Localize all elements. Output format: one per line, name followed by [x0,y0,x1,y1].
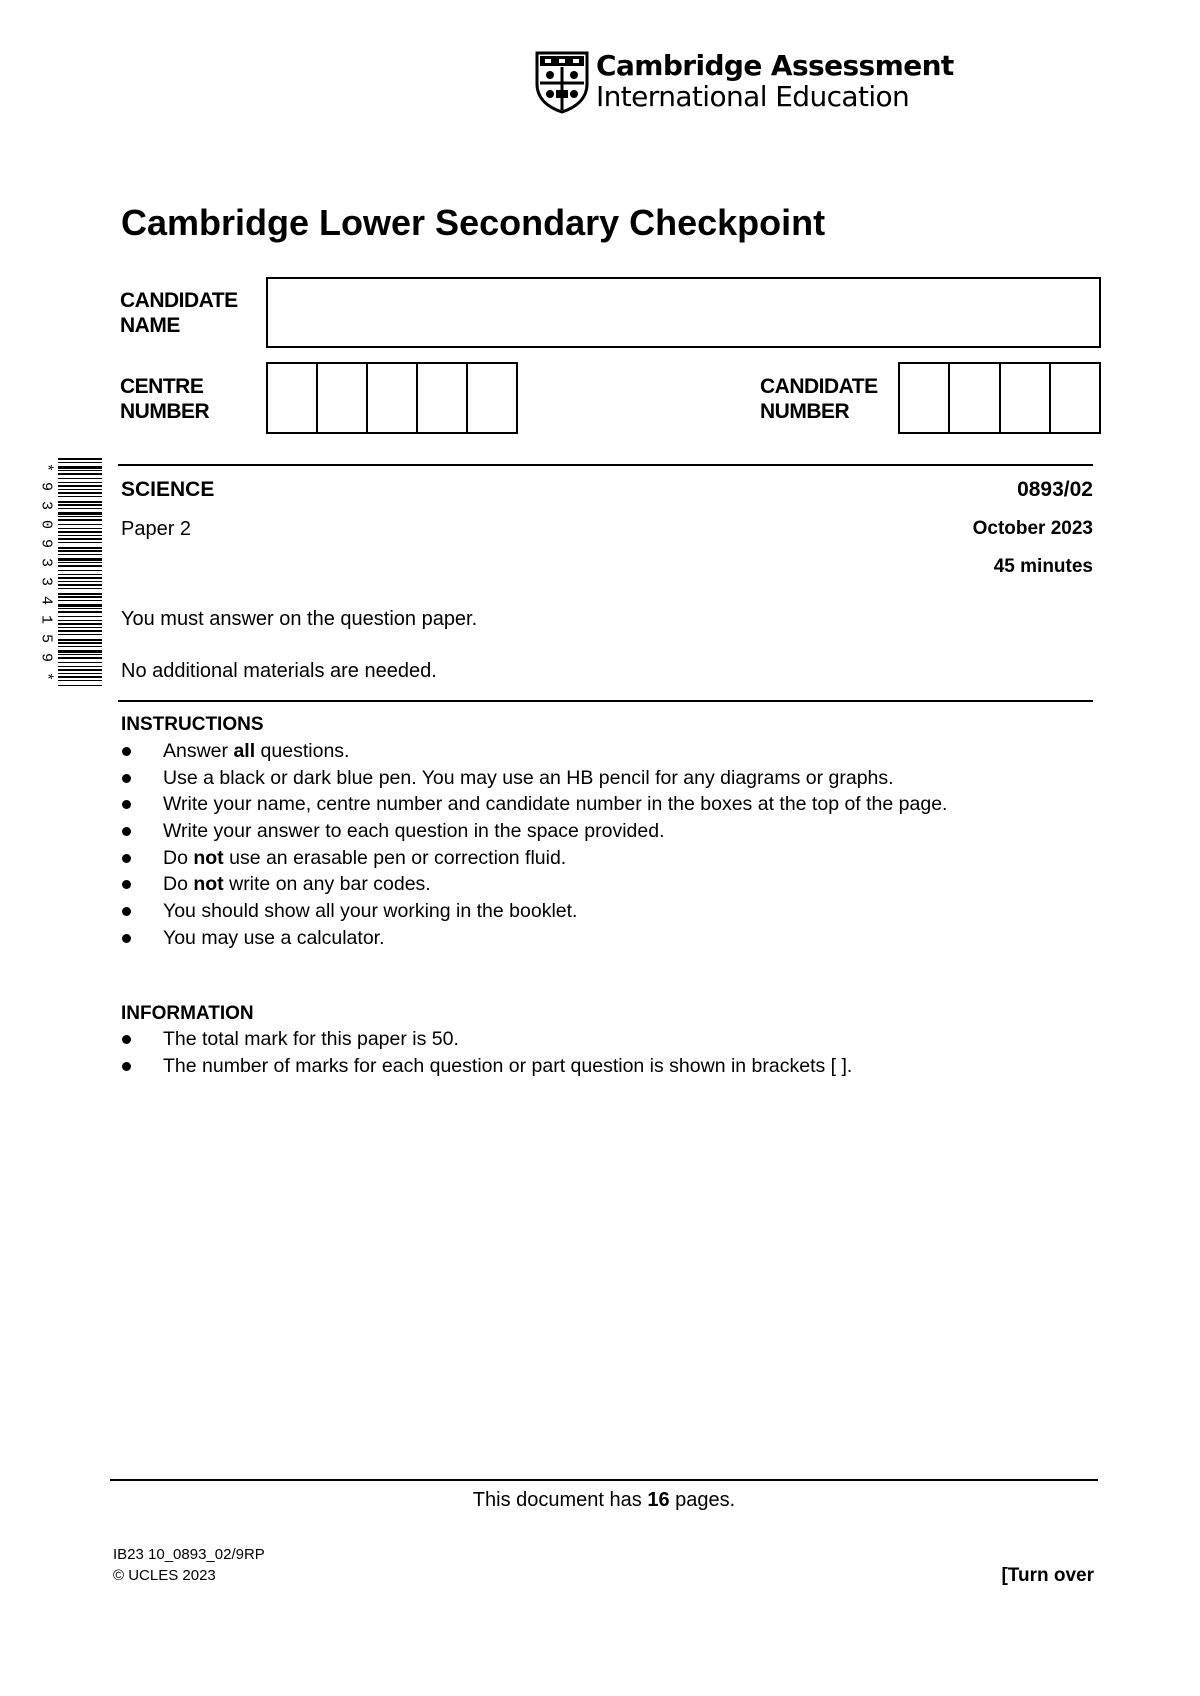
bullet-icon [122,774,131,783]
barcode-digit: 9 [37,652,55,662]
instructions-item: Write your name, centre number and candidate number in the boxes at the top of the page. [121,791,947,818]
materials-note: No additional materials are needed. [121,660,437,682]
cambridge-logo [534,49,954,114]
subject: SCIENCE [121,478,215,501]
instructions-item: Do not use an erasable pen or correction fluid. [121,845,947,872]
barcode-digit: 3 [37,500,55,510]
turn-over: [Turn over [1001,1565,1094,1586]
bullet-icon [122,800,131,809]
information-item: The total mark for this paper is 50. [121,1026,852,1053]
information-list [121,1026,852,1079]
page-count: This document has 16 pages. [472,1489,736,1511]
centre-number-cell-4[interactable] [418,364,468,432]
centre-number-cell-3[interactable] [368,364,418,432]
candidate-number-field[interactable] [898,362,1101,434]
barcode-digit: 3 [37,557,55,567]
barcode-digit: 1 [37,614,55,624]
paper-code: 0893/02 [1017,478,1093,501]
divider-top [118,464,1093,466]
crest-icon [534,50,590,114]
barcode-digit: 3 [37,576,55,586]
candidate-number-cell-3[interactable] [1001,364,1051,432]
candidate-name-label: CANDIDATE NAME [120,289,238,337]
candidate-number-label: CANDIDATE NUMBER [760,375,878,423]
copyright: © UCLES 2023 [113,1567,216,1584]
candidate-number-cell-2[interactable] [950,364,1000,432]
instructions-item: Do not write on any bar codes. [121,871,947,898]
barcode-digits [38,458,54,686]
page-title: Cambridge Lower Secondary Checkpoint [121,202,826,243]
candidate-number-cell-4[interactable] [1051,364,1099,432]
bullet-icon [122,907,131,916]
bullet-icon [122,934,131,943]
bullet-icon [122,854,131,863]
centre-number-label: CENTRE NUMBER [120,375,210,423]
bullet-icon [122,1062,131,1071]
instructions-item: Answer all questions. [121,738,947,765]
instructions-heading: INSTRUCTIONS [121,714,264,735]
bullet-icon [122,747,131,756]
centre-number-field[interactable] [266,362,518,434]
paper-number: Paper 2 [121,518,192,540]
centre-number-cell-1[interactable] [268,364,318,432]
information-item: The number of marks for each question or part question is shown in brackets [ ]. [121,1053,852,1080]
barcode-digit: 9 [37,538,55,548]
candidate-name-field[interactable] [266,277,1101,348]
information-heading: INFORMATION [121,1003,254,1024]
bullet-icon [122,1035,131,1044]
duration: 45 minutes [993,556,1093,577]
barcode-digit: * [37,671,55,681]
barcode-digit: 4 [37,595,55,605]
instructions-list [121,738,947,952]
bullet-icon [122,827,131,836]
instructions-item: Write your answer to each question in the space provided. [121,818,947,845]
centre-number-cell-5[interactable] [468,364,516,432]
instructions-item: You should show all your working in the booklet. [121,898,947,925]
barcode [58,458,102,686]
barcode-digit: 9 [37,481,55,491]
answer-note: You must answer on the question paper. [121,608,478,630]
exam-date: October 2023 [972,518,1093,539]
bullet-icon [122,880,131,889]
barcode-digit: 5 [37,633,55,643]
divider-footer [110,1479,1098,1481]
candidate-number-cell-1[interactable] [900,364,950,432]
instructions-item: Use a black or dark blue pen. You may use an HB pencil for any diagrams or graphs. [121,765,947,792]
instructions-item: You may use a calculator. [121,925,947,952]
logo-line-1: Cambridge Assessment [596,49,954,82]
logo-line-2: International Education [596,80,910,113]
divider-middle [118,700,1093,702]
barcode-digit: * [37,462,55,472]
document-reference: IB23 10_0893_02/9RP [113,1546,265,1563]
centre-number-cell-2[interactable] [318,364,368,432]
barcode-digit: 0 [37,519,55,529]
